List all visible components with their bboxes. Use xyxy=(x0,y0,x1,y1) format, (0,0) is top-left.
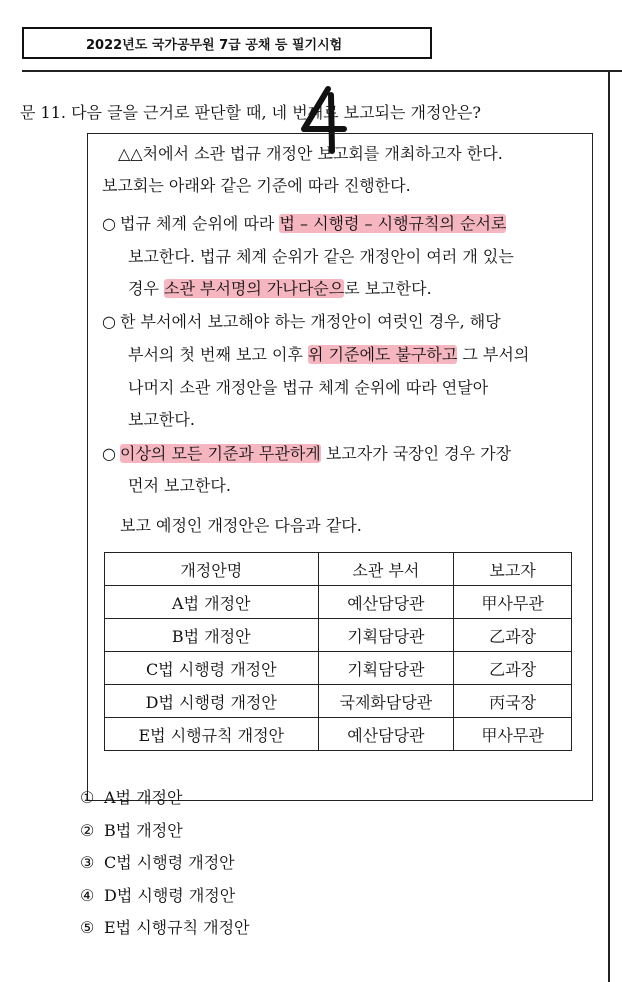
table-cell: E법 시행규칙 개정안 xyxy=(105,718,319,751)
table-cell: 국제화담당관 xyxy=(318,685,454,718)
table-row xyxy=(105,718,572,751)
exam-header xyxy=(22,27,432,59)
choice-1[interactable]: ① A법 개정안 xyxy=(80,788,183,807)
passage-box xyxy=(87,133,593,801)
table-cell: C법 시행령 개정안 xyxy=(105,652,319,685)
table-row xyxy=(105,586,572,619)
table-row xyxy=(105,619,572,652)
column-divider xyxy=(608,70,610,982)
highlight: 이상의 모든 기준과 무관하게 xyxy=(120,444,321,463)
table-cell: 乙과장 xyxy=(454,652,572,685)
rule-1-line-1: ○ 법규 체계 순위에 따라 법 – 시행령 – 시행규칙의 순서로 xyxy=(102,214,507,233)
rule-1-line-2: 보고한다. 법규 체계 순위가 같은 개정안이 여러 개 있는 xyxy=(128,247,514,266)
question-prompt: 다음 글을 근거로 판단할 때, 네 번째로 보고되는 개정안은? xyxy=(71,103,481,122)
table-row xyxy=(105,685,572,718)
rule-3-line-1: ○ 이상의 모든 기준과 무관하게 보고자가 국장인 경우 가장 xyxy=(102,444,512,463)
table-cell: B법 개정안 xyxy=(105,619,319,652)
bullet-circle: ○ xyxy=(102,444,116,463)
table-cell: D법 시행령 개정안 xyxy=(105,685,319,718)
choice-3[interactable]: ③ C법 시행령 개정안 xyxy=(80,853,235,872)
intro-line-1: △△처에서 소관 법규 개정안 보고회를 개최하고자 한다. xyxy=(118,144,503,163)
header-cell: 보고자 xyxy=(454,553,572,586)
exam-title: 2022년도 국가공무원 7급 공채 등 필기시험 xyxy=(86,37,343,53)
rule-3-line-2: 먼저 보고한다. xyxy=(128,476,231,495)
table-cell: 예산담당관 xyxy=(318,718,454,751)
header-divider xyxy=(22,70,622,72)
table-cell: 丙국장 xyxy=(454,685,572,718)
table-intro: 보고 예정인 개정안은 다음과 같다. xyxy=(120,516,362,535)
table-cell: 乙과장 xyxy=(454,619,572,652)
table-cell: 甲사무관 xyxy=(454,718,572,751)
choice-5[interactable]: ⑤ E법 시행규칙 개정안 xyxy=(80,918,250,937)
table-cell: 예산담당관 xyxy=(318,586,454,619)
answer-choices xyxy=(80,785,250,948)
rule-2-line-4: 보고한다. xyxy=(128,410,195,429)
table-cell: 기획담당관 xyxy=(318,652,454,685)
highlight: 위 기준에도 불구하고 xyxy=(308,345,458,364)
rule-2-line-2: 부서의 첫 번째 보고 이후 위 기준에도 불구하고 그 부서의 xyxy=(128,345,530,364)
header-cell: 소관 부서 xyxy=(318,553,454,586)
highlight: 소관 부서명의 가나다순으 xyxy=(164,279,345,298)
struck-word: 네 xyxy=(271,103,288,122)
table-header-row xyxy=(105,553,572,586)
choice-4[interactable]: ④ D법 시행령 개정안 xyxy=(80,885,236,905)
revision-table xyxy=(104,552,572,751)
rule-2-line-1: ○ 한 부서에서 보고해야 하는 개정안이 여럿인 경우, 해당 xyxy=(102,312,501,331)
rule-2-line-3: 나머지 소관 개정안을 법규 체계 순위에 따라 연달아 xyxy=(128,378,489,397)
table-cell: A법 개정안 xyxy=(105,586,319,619)
header-cell: 개정안명 xyxy=(105,553,319,586)
bullet-circle: ○ xyxy=(102,214,116,233)
table-row xyxy=(105,652,572,685)
question-number: 문 11. xyxy=(20,103,66,122)
highlight: 법 – 시행령 – 시행규칙의 순서로 xyxy=(279,214,507,233)
rule-1-line-3: 경우 소관 부서명의 가나다순으로 보고한다. xyxy=(128,279,432,298)
intro-line-2: 보고회는 아래와 같은 기준에 따라 진행한다. xyxy=(102,176,411,195)
table-cell: 기획담당관 xyxy=(318,619,454,652)
choice-2[interactable]: ② B법 개정안 xyxy=(80,820,183,840)
bullet-circle: ○ xyxy=(102,312,116,331)
table-cell: 甲사무관 xyxy=(454,586,572,619)
